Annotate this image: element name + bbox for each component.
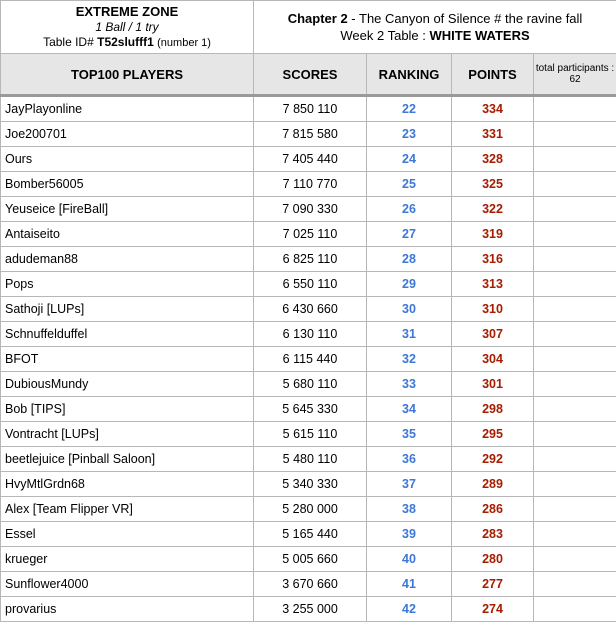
chapter-line (254, 10, 616, 27)
player-ranking: 33 (367, 372, 452, 397)
table-row (1, 547, 616, 572)
player-points: 274 (452, 597, 534, 622)
empty-cell (534, 222, 616, 247)
player-ranking: 28 (367, 247, 452, 272)
player-points: 283 (452, 522, 534, 547)
empty-cell (534, 247, 616, 272)
player-rows (1, 96, 616, 622)
player-name: beetlejuice [Pinball Saloon] (1, 447, 254, 472)
player-score: 7 815 580 (254, 122, 367, 147)
empty-cell (534, 472, 616, 497)
player-score: 5 165 440 (254, 522, 367, 547)
empty-cell (534, 397, 616, 422)
empty-cell (534, 497, 616, 522)
ball-info: 1 Ball / 1 try (95, 19, 159, 34)
player-ranking: 22 (367, 96, 452, 122)
player-score: 6 115 440 (254, 347, 367, 372)
table-row (1, 322, 616, 347)
player-name: HvyMtlGrdn68 (1, 472, 254, 497)
player-name: Joe200701 (1, 122, 254, 147)
table-row (1, 297, 616, 322)
player-ranking: 23 (367, 122, 452, 147)
table-id-line (1, 35, 253, 51)
player-score: 5 645 330 (254, 397, 367, 422)
table-number: (number 1) (157, 36, 211, 49)
player-name: Essel (1, 522, 254, 547)
player-points: 280 (452, 547, 534, 572)
total-participants-value: 62 (569, 74, 581, 85)
player-score: 7 405 440 (254, 147, 367, 172)
table-row (1, 122, 616, 147)
empty-cell (534, 322, 616, 347)
player-name: Bomber56005 (1, 172, 254, 197)
chapter-label: Chapter 2 (287, 11, 348, 26)
table-row (1, 422, 616, 447)
table-row (1, 96, 616, 122)
player-score: 6 825 110 (254, 247, 367, 272)
empty-cell (534, 372, 616, 397)
column-header-row (1, 54, 616, 96)
zone-title: EXTREME ZONE (75, 3, 179, 19)
player-name: BFOT (1, 347, 254, 372)
col-header-points: POINTS (452, 54, 534, 96)
player-name: krueger (1, 547, 254, 572)
empty-cell (534, 272, 616, 297)
table-row (1, 572, 616, 597)
table-row (1, 272, 616, 297)
player-points: 286 (452, 497, 534, 522)
player-points: 289 (452, 472, 534, 497)
empty-cell (534, 122, 616, 147)
player-name: Schnuffelduffel (1, 322, 254, 347)
player-score: 7 090 330 (254, 197, 367, 222)
player-ranking: 36 (367, 447, 452, 472)
col-header-total (534, 54, 616, 96)
player-ranking: 30 (367, 297, 452, 322)
player-points: 319 (452, 222, 534, 247)
player-score: 5 480 110 (254, 447, 367, 472)
table-name: WHITE WATERS (429, 28, 530, 43)
player-name: Ours (1, 147, 254, 172)
player-ranking: 41 (367, 572, 452, 597)
table-row (1, 347, 616, 372)
total-participants-label: total participants : (535, 63, 615, 74)
table-id-label: Table ID# (43, 34, 94, 49)
player-score: 7 110 770 (254, 172, 367, 197)
table-row (1, 597, 616, 622)
player-score: 3 670 660 (254, 572, 367, 597)
chapter-title: The Canyon of Silence # the ravine fall (359, 11, 583, 26)
player-name: Pops (1, 272, 254, 297)
player-ranking: 25 (367, 172, 452, 197)
empty-cell (534, 522, 616, 547)
chapter-separator: - (347, 11, 360, 26)
player-ranking: 37 (367, 472, 452, 497)
player-ranking: 38 (367, 497, 452, 522)
player-name: JayPlayonline (1, 96, 254, 122)
table-row (1, 447, 616, 472)
col-header-ranking: RANKING (367, 54, 452, 96)
player-points: 331 (452, 122, 534, 147)
player-name: Alex [Team Flipper VR] (1, 497, 254, 522)
player-ranking: 26 (367, 197, 452, 222)
player-ranking: 35 (367, 422, 452, 447)
player-ranking: 27 (367, 222, 452, 247)
table-row (1, 397, 616, 422)
player-score: 5 280 000 (254, 497, 367, 522)
player-ranking: 29 (367, 272, 452, 297)
player-points: 313 (452, 272, 534, 297)
empty-cell (534, 572, 616, 597)
empty-cell (534, 96, 616, 122)
empty-cell (534, 297, 616, 322)
player-ranking: 32 (367, 347, 452, 372)
empty-cell (534, 347, 616, 372)
player-score: 6 130 110 (254, 322, 367, 347)
player-score: 3 255 000 (254, 597, 367, 622)
info-row (1, 1, 616, 54)
player-ranking: 42 (367, 597, 452, 622)
empty-cell (534, 547, 616, 572)
empty-cell (534, 597, 616, 622)
player-points: 292 (452, 447, 534, 472)
table-row (1, 147, 616, 172)
player-points: 298 (452, 397, 534, 422)
player-name: Antaiseito (1, 222, 254, 247)
table-row (1, 197, 616, 222)
empty-cell (534, 422, 616, 447)
table-row (1, 172, 616, 197)
player-score: 7 025 110 (254, 222, 367, 247)
empty-cell (534, 147, 616, 172)
player-score: 5 615 110 (254, 422, 367, 447)
player-name: Sunflower4000 (1, 572, 254, 597)
player-score: 5 340 330 (254, 472, 367, 497)
empty-cell (534, 172, 616, 197)
player-points: 322 (452, 197, 534, 222)
col-header-players: TOP100 PLAYERS (1, 54, 254, 96)
player-name: Bob [TIPS] (1, 397, 254, 422)
player-points: 310 (452, 297, 534, 322)
player-ranking: 31 (367, 322, 452, 347)
player-points: 295 (452, 422, 534, 447)
player-points: 328 (452, 147, 534, 172)
player-points: 304 (452, 347, 534, 372)
player-ranking: 39 (367, 522, 452, 547)
player-points: 301 (452, 372, 534, 397)
player-score: 5 680 110 (254, 372, 367, 397)
player-score: 7 850 110 (254, 96, 367, 122)
player-score: 5 005 660 (254, 547, 367, 572)
empty-cell (534, 197, 616, 222)
player-points: 307 (452, 322, 534, 347)
player-score: 6 430 660 (254, 297, 367, 322)
table-id: T52slufff1 (97, 34, 154, 49)
player-name: DubiousMundy (1, 372, 254, 397)
week-line (254, 27, 616, 44)
empty-cell (534, 447, 616, 472)
table-row (1, 247, 616, 272)
player-name: Yeuseice [FireBall] (1, 197, 254, 222)
player-ranking: 24 (367, 147, 452, 172)
player-points: 334 (452, 96, 534, 122)
table-row (1, 522, 616, 547)
player-name: provarius (1, 597, 254, 622)
table-row (1, 472, 616, 497)
player-points: 316 (452, 247, 534, 272)
table-row (1, 497, 616, 522)
player-ranking: 34 (367, 397, 452, 422)
player-name: Vontracht [LUPs] (1, 422, 254, 447)
week-label: Week 2 Table : (340, 28, 430, 43)
player-name: adudeman88 (1, 247, 254, 272)
table-row (1, 372, 616, 397)
chapter-info-cell (254, 1, 616, 54)
player-points: 325 (452, 172, 534, 197)
zone-info-cell (1, 1, 254, 54)
player-name: Sathoji [LUPs] (1, 297, 254, 322)
player-ranking: 40 (367, 547, 452, 572)
table-row (1, 222, 616, 247)
col-header-scores: SCORES (254, 54, 367, 96)
player-score: 6 550 110 (254, 272, 367, 297)
player-points: 277 (452, 572, 534, 597)
